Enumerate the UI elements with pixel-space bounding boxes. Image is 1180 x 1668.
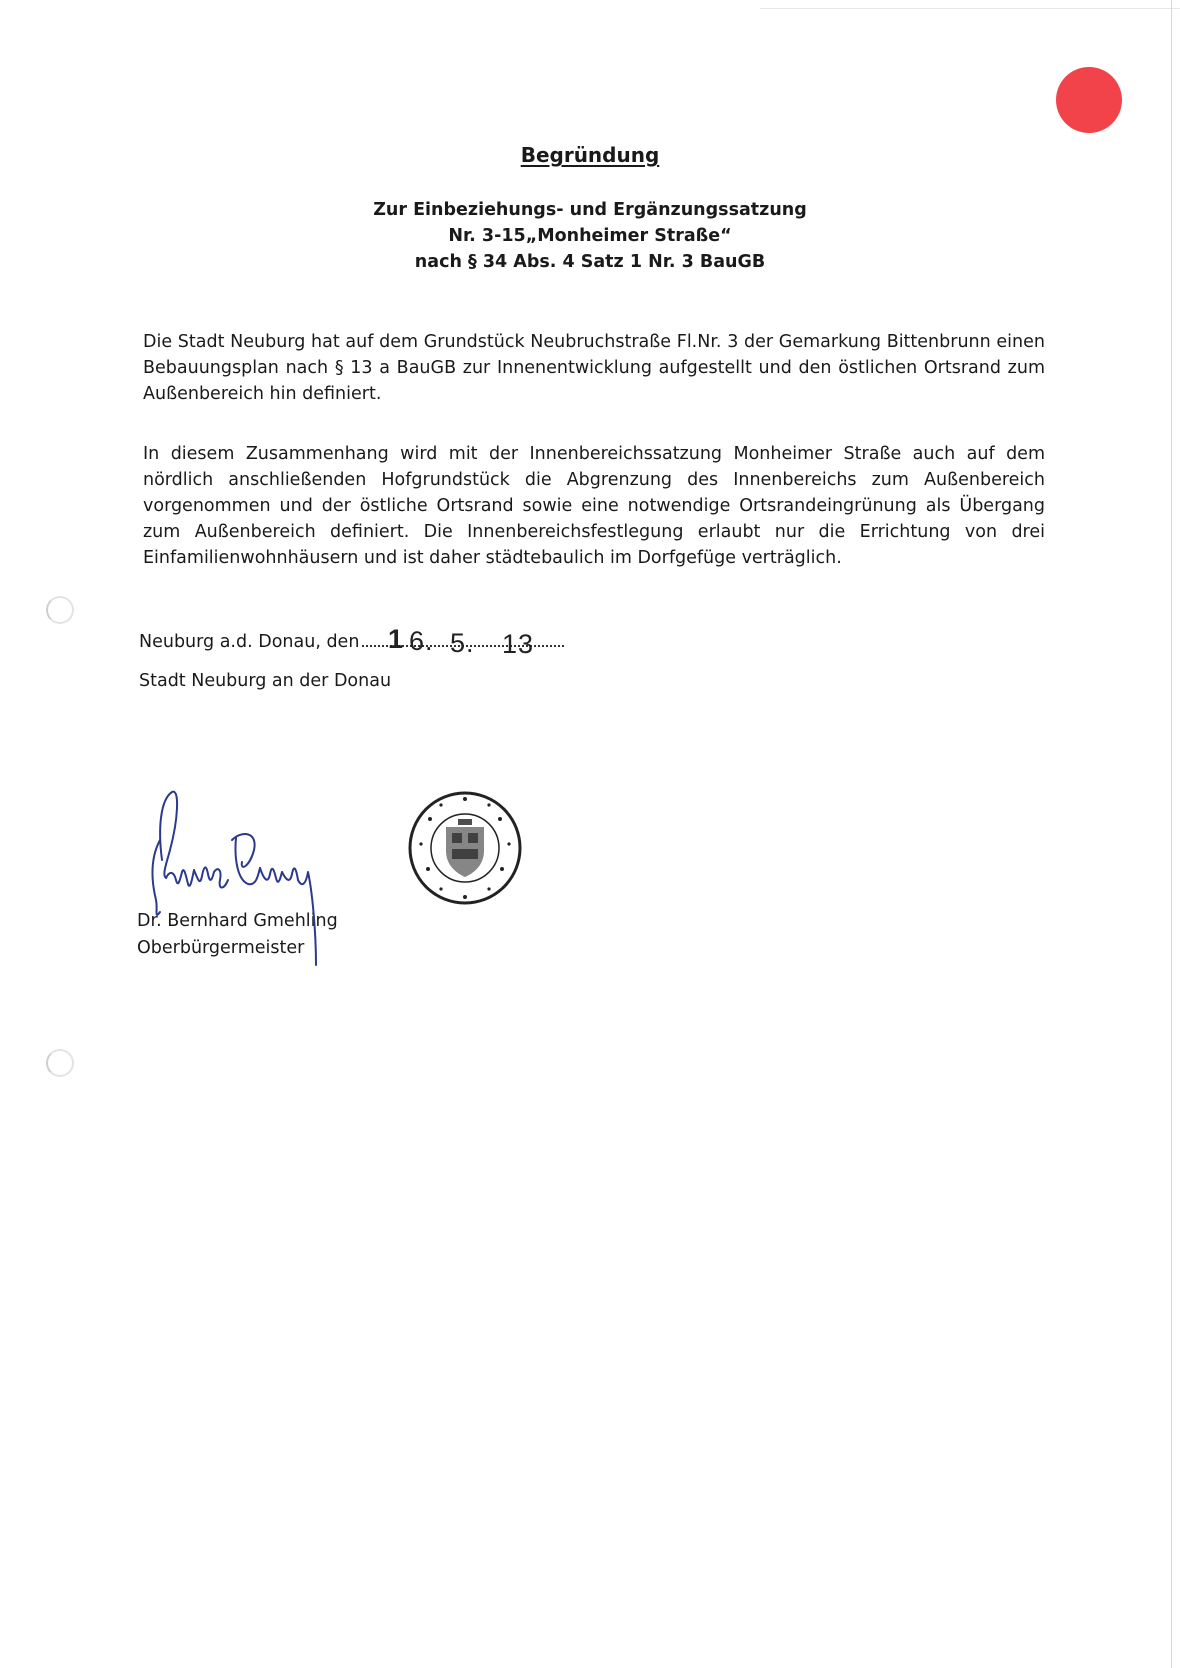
handwritten-signature-icon: [140, 780, 360, 1000]
scan-top-edge: [760, 8, 1180, 9]
place-date-line: [139, 631, 564, 652]
subtitle-line: Zur Einbeziehungs- und Ergänzungssatzung: [373, 200, 807, 220]
signer-title: Oberbürgermeister: [137, 938, 305, 958]
city-seal-icon: [406, 789, 524, 907]
punch-hole-icon: [46, 1049, 74, 1077]
subtitle-line: Nr. 3-15„Monheimer Straße“: [448, 226, 732, 246]
handwritten-month: 5.: [450, 628, 475, 658]
place-date-label: Neuburg a.d. Donau, den: [139, 632, 360, 652]
handwritten-day-digit: 6.: [409, 626, 434, 656]
handwritten-year: 13: [502, 629, 535, 659]
body-paragraph: Die Stadt Neuburg hat auf dem Grundstück Neubruchstraße Fl.Nr. 3 der Gemarkung Bittenbrunn einen Bebauungsplan nach § 13 a BauGB zur Innenentwicklung aufgestellt und den östlichen Ortsrand zum Außenbereich hin definiert.: [143, 332, 1045, 404]
subtitle-line: nach § 34 Abs. 4 Satz 1 Nr. 3 BauGB: [414, 252, 766, 272]
signer-name: Dr. Bernhard Gmehling: [137, 911, 338, 931]
punch-hole-icon: [46, 596, 74, 624]
document-title: Begründung: [520, 143, 660, 167]
city-authority: Stadt Neuburg an der Donau: [139, 671, 392, 691]
scan-right-edge: [1171, 0, 1172, 1668]
body-paragraph: In diesem Zusammenhang wird mit der Innenbereichssatzung Monheimer Straße auch auf dem nördlich anschließenden Hofgrundstück die Abgrenzung des Innenbereichs zum Außenbereich vorgenommen und der östliche Ortsrand sowie eine notwendige Ortsrandeingrünung als Übergang zum Außenbereich definiert. Die Innenbereichsfestlegung erlaubt nur die Errichtung von drei Einfamilienwohnhäusern und ist daher städtebaulich im Dorfgefüge verträglich.: [143, 444, 1045, 568]
red-dot-marker-icon: [1056, 67, 1122, 133]
handwritten-day-digit: 1: [388, 624, 405, 654]
